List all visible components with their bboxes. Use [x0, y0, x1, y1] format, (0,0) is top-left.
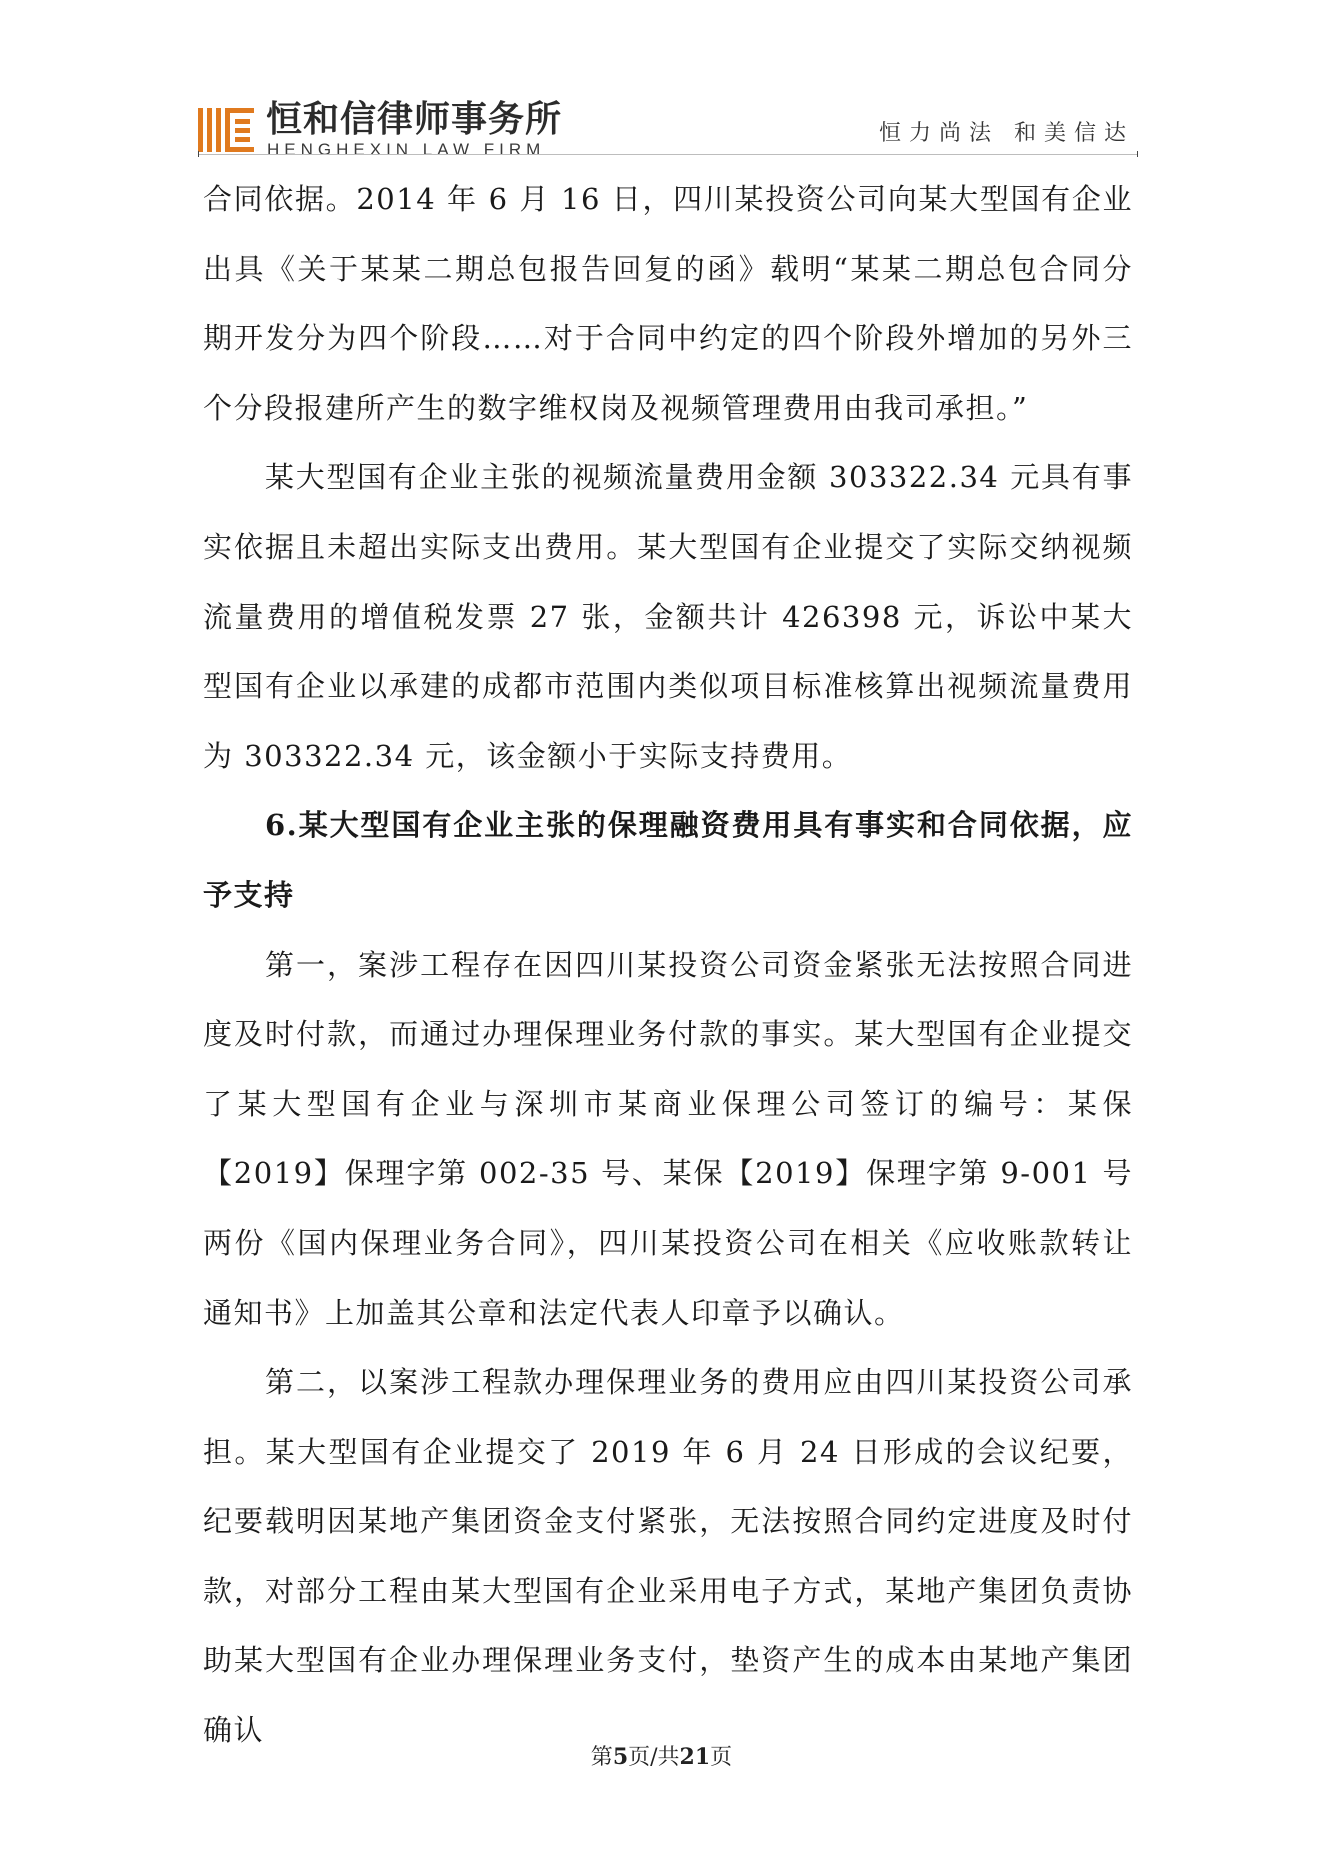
header-divider [198, 154, 1138, 155]
section-heading-factoring-fee: 6.某大型国有企业主张的保理融资费用具有事实和合同依据，应予支持 [203, 808, 1133, 912]
paragraph-first-point: 第一，案涉工程存在因四川某投资公司资金紧张无法按照合同进度及时付款，而通过办理保理业务付款的事实。某大型国有企业提交了某大型国有企业与深圳市某商业保理公司签订的编号：某保【2019】保理字第 002-35 号、某保【2019】保理字第 9-001 号两份《国内保理业务合同》，四川某投资公司在相关《应收账款转让通知书》上加盖其公章和法定代表人印章予以确认。 [203, 947, 1133, 1330]
page-footer [0, 1740, 1323, 1771]
firm-name-cn: 恒和信律师事务所 [266, 99, 563, 140]
paragraph-contract-basis: 合同依据。2014 年 6 月 16 日，四川某投资公司向某大型国有企业出具《关于某某二期总包报告回复的函》载明“某某二期总包合同分期开发分为四个阶段……对于合同中约定的四个阶段外增加的另外三个分段报建所产生的数字维权岗及视频管理费用由我司承担。” [203, 182, 1133, 425]
footer-middle: 页/共 [628, 1745, 680, 1770]
document-body [203, 165, 1133, 1766]
total-page-count: 21 [679, 1744, 711, 1770]
law-firm-logo-icon [198, 104, 256, 156]
footer-suffix: 页 [710, 1745, 733, 1770]
paragraph-video-traffic-fee: 某大型国有企业主张的视频流量费用金额 303322.34 元具有事实依据且未超出实际支出费用。某大型国有企业提交了实际交纳视频流量费用的增值税发票 27 张，金额共计 426398 元，诉讼中某大型国有企业以承建的成都市范围内类似项目标准核算出视频流量费用为 303322.34 元，该金额小于实际支持费用。 [203, 460, 1133, 773]
current-page-number: 5 [612, 1744, 629, 1770]
footer-prefix: 第 [590, 1745, 613, 1770]
page-header [198, 100, 1136, 162]
header-divider-left-tick [198, 151, 199, 157]
firm-slogan: 恒力尚法 和美信达 [879, 121, 1134, 146]
firm-name-en: HENGHEXIN LAW FIRM [267, 140, 546, 159]
header-divider-right-tick [1137, 151, 1138, 157]
paragraph-second-point: 第二，以案涉工程款办理保理业务的费用应由四川某投资公司承担。某大型国有企业提交了 2019 年 6 月 24 日形成的会议纪要，纪要载明因某地产集团资金支付紧张，无法按照合同约定进度及时付款，对部分工程由某大型国有企业采用电子方式，某地产集团负责协助某大型国有企业办理保理业务支付，垫资产生的成本由某地产集团确认 [203, 1365, 1133, 1748]
